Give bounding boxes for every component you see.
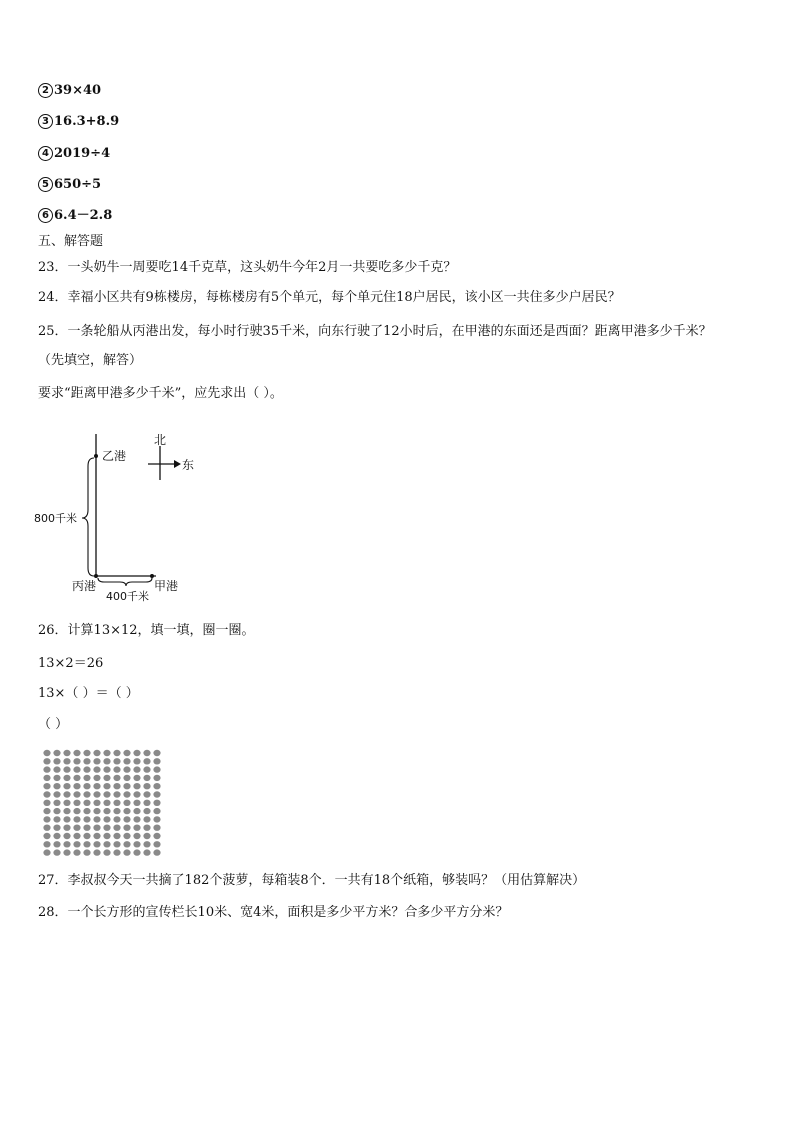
calc-expression: 2019÷4 [54,146,111,161]
grid-dot [113,783,120,789]
grid-dot [123,833,130,839]
grid-dot [143,849,150,855]
dot-grid [42,748,168,858]
grid-dot [133,766,140,772]
grid-dot [153,758,160,764]
grid-dot [83,758,90,764]
grid-dot [123,775,130,781]
grid-dot [123,816,130,822]
grid-dot [143,825,150,831]
grid-dot [93,791,100,797]
grid-dot [153,766,160,772]
grid-dot [83,783,90,789]
grid-dot [73,750,80,756]
grid-dot [73,849,80,855]
grid-dot [93,783,100,789]
calc-item-2 [38,82,101,100]
grid-dot [43,849,50,855]
grid-dot [113,825,120,831]
grid-dot [83,825,90,831]
grid-dot [63,833,70,839]
grid-dot [73,783,80,789]
grid-dot [113,833,120,839]
grid-dot [43,791,50,797]
grid-dot [93,841,100,847]
grid-dot [123,849,130,855]
grid-dot [153,783,160,789]
grid-dot [103,841,110,847]
grid-dot [133,783,140,789]
grid-dot [53,750,60,756]
horizontal-distance-label: 400千米 [106,590,149,603]
grid-dot [63,783,70,789]
grid-dot [43,750,50,756]
grid-dot [123,783,130,789]
grid-dot [73,791,80,797]
grid-dot [113,775,120,781]
grid-dot [93,775,100,781]
grid-dot [63,775,70,781]
grid-dot [123,758,130,764]
grid-dot [123,750,130,756]
grid-dot [133,775,140,781]
grid-dot [63,808,70,814]
question-25-note: （先填空，解答） [38,353,143,368]
calc-item-3 [38,113,119,131]
grid-dot [73,825,80,831]
grid-dot [103,766,110,772]
grid-dot [123,766,130,772]
grid-dot [113,816,120,822]
item-number-circle: 2 [38,83,53,98]
grid-dot [73,816,80,822]
question-26: 26．计算13×12，填一填，圈一圈。 [38,623,255,638]
grid-dot [93,800,100,806]
grid-dot [133,800,140,806]
grid-dot [43,775,50,781]
grid-dot [103,800,110,806]
grid-dot [103,816,110,822]
grid-dot [113,758,120,764]
grid-dot [123,825,130,831]
grid-dot [93,825,100,831]
grid-dot [53,758,60,764]
grid-dot [153,750,160,756]
grid-dot [43,841,50,847]
grid-dot [93,816,100,822]
grid-dot [63,825,70,831]
grid-dot [123,791,130,797]
grid-dot [73,766,80,772]
grid-dot [53,808,60,814]
grid-dot [53,775,60,781]
grid-dot [43,800,50,806]
grid-dot [53,841,60,847]
grid-dot [153,825,160,831]
grid-dot [113,841,120,847]
grid-dot [73,758,80,764]
grid-dot [83,766,90,772]
grid-dot [133,841,140,847]
grid-dot [113,808,120,814]
grid-dot [93,833,100,839]
question-26-line2: 13×（ ）＝（ ） [38,686,139,701]
grid-dot [63,750,70,756]
question-23: 23．一头奶牛一周要吃14千克草，这头奶牛今年2月一共要吃多少千克？ [38,260,457,275]
grid-dot [113,849,120,855]
grid-dot [83,775,90,781]
calc-item-6 [38,207,112,225]
port-jia-label: 甲港 [154,579,179,593]
vertical-brace [82,458,94,576]
grid-dot [43,825,50,831]
grid-dot [143,816,150,822]
question-28: 28．一个长方形的宣传栏长10米、宽4米，面积是多少平方米？合多少平方分米？ [38,905,509,920]
grid-dot [83,791,90,797]
question-26-line1: 13×2＝26 [38,656,104,671]
grid-dot [43,766,50,772]
grid-dot [103,750,110,756]
grid-dot [143,766,150,772]
item-number-circle: 6 [38,208,53,223]
grid-dot [143,808,150,814]
grid-dot [133,816,140,822]
grid-dot [113,766,120,772]
question-25: 25．一条轮船从丙港出发，每小时行驶35千米，向东行驶了12小时后，在甲港的东面还是西面？距离甲港多少千米？ [38,324,712,339]
grid-dot [63,758,70,764]
grid-dot [133,791,140,797]
grid-dot [93,750,100,756]
grid-dot [103,833,110,839]
grid-dot [53,825,60,831]
calc-expression: 6.4－2.8 [54,208,113,223]
north-label: 北 [154,433,167,447]
question-26-line3: （ ） [38,717,69,732]
grid-dot [83,750,90,756]
grid-dot [63,800,70,806]
grid-dot [93,758,100,764]
port-bing-dot [94,574,98,578]
grid-dot [103,758,110,764]
grid-dot [73,833,80,839]
east-label: 东 [182,458,195,472]
question-24: 24．幸福小区共有9栋楼房，每栋楼房有5个单元，每个单元住18户居民，该小区一共住多少户居民？ [38,290,621,305]
horizontal-brace [98,578,152,586]
grid-dot [63,841,70,847]
grid-dot [93,808,100,814]
vertical-distance-label: 800千米 [34,512,77,525]
section-title: 五、解答题 [38,234,104,249]
grid-dot [73,841,80,847]
grid-dot [53,833,60,839]
grid-dot [83,849,90,855]
grid-dot [153,841,160,847]
grid-dot [63,849,70,855]
grid-dot [93,849,100,855]
grid-dot [143,800,150,806]
grid-dot [83,833,90,839]
grid-dot [83,808,90,814]
calc-expression: 39×40 [54,83,102,98]
grid-dot [153,816,160,822]
grid-dot [103,783,110,789]
grid-dot [143,775,150,781]
grid-dot [93,766,100,772]
grid-dot [133,825,140,831]
port-jia-dot [150,574,154,578]
grid-dot [53,816,60,822]
grid-dot [133,849,140,855]
grid-dot [143,758,150,764]
grid-dot [113,791,120,797]
item-number-circle: 4 [38,146,53,161]
grid-dot [73,800,80,806]
grid-dot [63,791,70,797]
grid-dot [83,800,90,806]
grid-dot [153,833,160,839]
grid-dot [43,783,50,789]
grid-dot [103,791,110,797]
grid-dot [53,791,60,797]
calc-expression: 650÷5 [54,177,102,192]
port-yi-dot [94,454,98,458]
grid-dot [133,750,140,756]
grid-dot [103,825,110,831]
grid-dot [113,800,120,806]
grid-dot [73,808,80,814]
grid-dot [83,816,90,822]
grid-dot [103,775,110,781]
grid-dot [153,849,160,855]
grid-dot [133,808,140,814]
grid-dot [133,758,140,764]
grid-dot [143,783,150,789]
grid-dot [153,800,160,806]
item-number-circle: 3 [38,114,53,129]
grid-dot [53,783,60,789]
item-number-circle: 5 [38,177,53,192]
grid-dot [63,766,70,772]
grid-dot [153,775,160,781]
grid-dot [143,791,150,797]
grid-dot [143,833,150,839]
grid-dot [123,808,130,814]
port-bing-label: 丙港 [72,579,97,593]
grid-dot [133,833,140,839]
grid-dot [43,758,50,764]
question-27: 27．李叔叔今天一共摘了182个菠萝，每箱装8个．一共有18个纸箱，够装吗？（用估算解决） [38,873,586,888]
grid-dot [123,800,130,806]
grid-dot [43,808,50,814]
grid-dot [43,833,50,839]
grid-dot [153,808,160,814]
grid-dot [143,841,150,847]
grid-dot [53,766,60,772]
grid-dot [153,791,160,797]
calc-item-4 [38,145,110,163]
grid-dot [123,841,130,847]
grid-dot [103,808,110,814]
grid-dot [103,849,110,855]
calc-expression: 16.3+8.9 [54,114,120,129]
compass-east-arrow-icon [174,460,181,468]
calc-item-5 [38,176,101,194]
grid-dot [113,750,120,756]
port-yi-label: 乙港 [102,449,127,463]
grid-dot [63,816,70,822]
question-25-sub: 要求“距离甲港多少千米”，应先求出（ ）。 [38,386,283,401]
port-map-diagram [30,428,210,608]
grid-dot [43,816,50,822]
grid-dot [143,750,150,756]
grid-dot [83,841,90,847]
grid-dot [53,849,60,855]
grid-dot [73,775,80,781]
grid-dot [53,800,60,806]
